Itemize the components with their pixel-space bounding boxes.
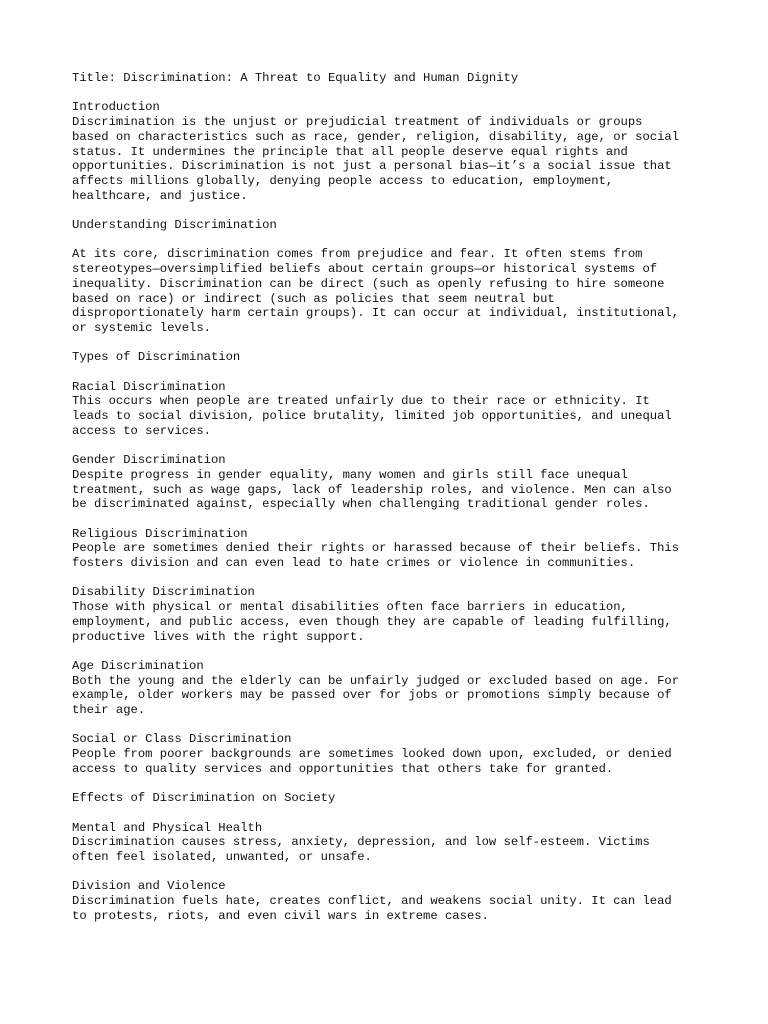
subheading-religious: Religious Discrimination <box>72 526 248 541</box>
body-line: This occurs when people are treated unfairly due to their race or ethnicity. It <box>72 394 650 409</box>
document-page <box>72 71 712 924</box>
body-line: access to quality services and opportunities that others take for granted. <box>72 761 614 776</box>
body-line: productive lives with the right support. <box>72 629 365 644</box>
body-line: fosters division and can even lead to hate crimes or violence in communities. <box>72 556 636 571</box>
body-line: stereotypes—oversimplified beliefs about certain groups—or historical systems of <box>72 262 658 277</box>
body-line: their age. <box>72 703 146 718</box>
body-line: often feel isolated, unwanted, or unsafe. <box>72 850 372 865</box>
section-heading-understanding: Understanding Discrimination <box>72 218 277 232</box>
body-line: healthcare, and justice. <box>72 188 248 203</box>
body-line: People from poorer backgrounds are sometimes looked down upon, excluded, or denied <box>72 747 672 762</box>
body-line: leads to social division, police brutality, limited job opportunities, and unequal <box>72 409 672 424</box>
paragraph-gap <box>72 365 712 380</box>
paragraph-gap <box>72 439 712 454</box>
body-line: disproportionately harm certain groups). It can occur at individual, institutional, <box>72 306 680 321</box>
body-line: At its core, discrimination comes from prejudice and fear. It often stems from <box>72 247 643 262</box>
document-title: Title: Discrimination: A Threat to Equality and Human Dignity <box>72 71 519 85</box>
section-heading-types: Types of Discrimination <box>72 350 241 365</box>
body-line: to protests, riots, and even civil wars in extreme cases. <box>72 908 489 923</box>
body-line: opportunities. Discrimination is not just a personal bias—it’s a social issue that <box>72 159 672 174</box>
body-line: Discrimination causes stress, anxiety, depression, and low self-esteem. Victims <box>72 835 650 850</box>
section-heading-introduction: Introduction <box>72 100 160 115</box>
subheading-division: Division and Violence <box>72 879 226 894</box>
paragraph-gap <box>72 865 712 880</box>
body-line: status. It undermines the principle that all people deserve equal rights and <box>72 144 628 159</box>
section-heading-effects: Effects of Discrimination on Society <box>72 791 336 806</box>
body-line: employment, and public access, even though they are capable of leading fulfilling, <box>72 614 672 629</box>
paragraph-gap <box>72 806 712 821</box>
paragraph-gap <box>72 644 712 659</box>
body-line: treatment, such as wage gaps, lack of leadership roles, and violence. Men can also <box>72 482 672 497</box>
paragraph-gap <box>72 571 712 586</box>
paragraph-gap <box>72 203 712 218</box>
body-line: People are sometimes denied their rights or harassed because of their beliefs. This <box>72 541 680 556</box>
paragraph-gap <box>72 336 712 351</box>
subheading-disability: Disability Discrimination <box>72 585 255 600</box>
paragraph-gap <box>72 777 712 792</box>
subheading-social: Social or Class Discrimination <box>72 732 292 747</box>
subheading-racial: Racial Discrimination <box>72 379 226 394</box>
body-line: be discriminated against, especially when challenging traditional gender roles. <box>72 497 650 512</box>
body-line: Despite progress in gender equality, many women and girls still face unequal <box>72 467 628 482</box>
body-line: affects millions globally, denying people access to education, employment, <box>72 173 614 188</box>
body-line: Both the young and the elderly can be unfairly judged or excluded based on age. For <box>72 673 680 688</box>
subheading-gender: Gender Discrimination <box>72 453 226 468</box>
body-line: Discrimination fuels hate, creates conflict, and weakens social unity. It can lead <box>72 894 672 909</box>
body-line: based on characteristics such as race, gender, religion, disability, age, or social <box>72 129 680 144</box>
body-line: access to services. <box>72 423 211 438</box>
body-line: based on race) or indirect (such as policies that seem neutral but <box>72 291 555 306</box>
body-line: Those with physical or mental disabilities often face barriers in education, <box>72 600 628 615</box>
subheading-health: Mental and Physical Health <box>72 820 263 835</box>
body-line: example, older workers may be passed over for jobs or promotions simply because of <box>72 688 672 703</box>
body-line: inequality. Discrimination can be direct (such as openly refusing to hire someone <box>72 276 665 291</box>
body-line: Discrimination is the unjust or prejudicial treatment of individuals or groups <box>72 115 643 130</box>
body-line: or systemic levels. <box>72 320 211 335</box>
paragraph-gap <box>72 233 712 248</box>
paragraph-gap <box>72 718 712 733</box>
subheading-age: Age Discrimination <box>72 658 204 673</box>
paragraph-gap <box>72 512 712 527</box>
paragraph-gap <box>72 86 712 101</box>
